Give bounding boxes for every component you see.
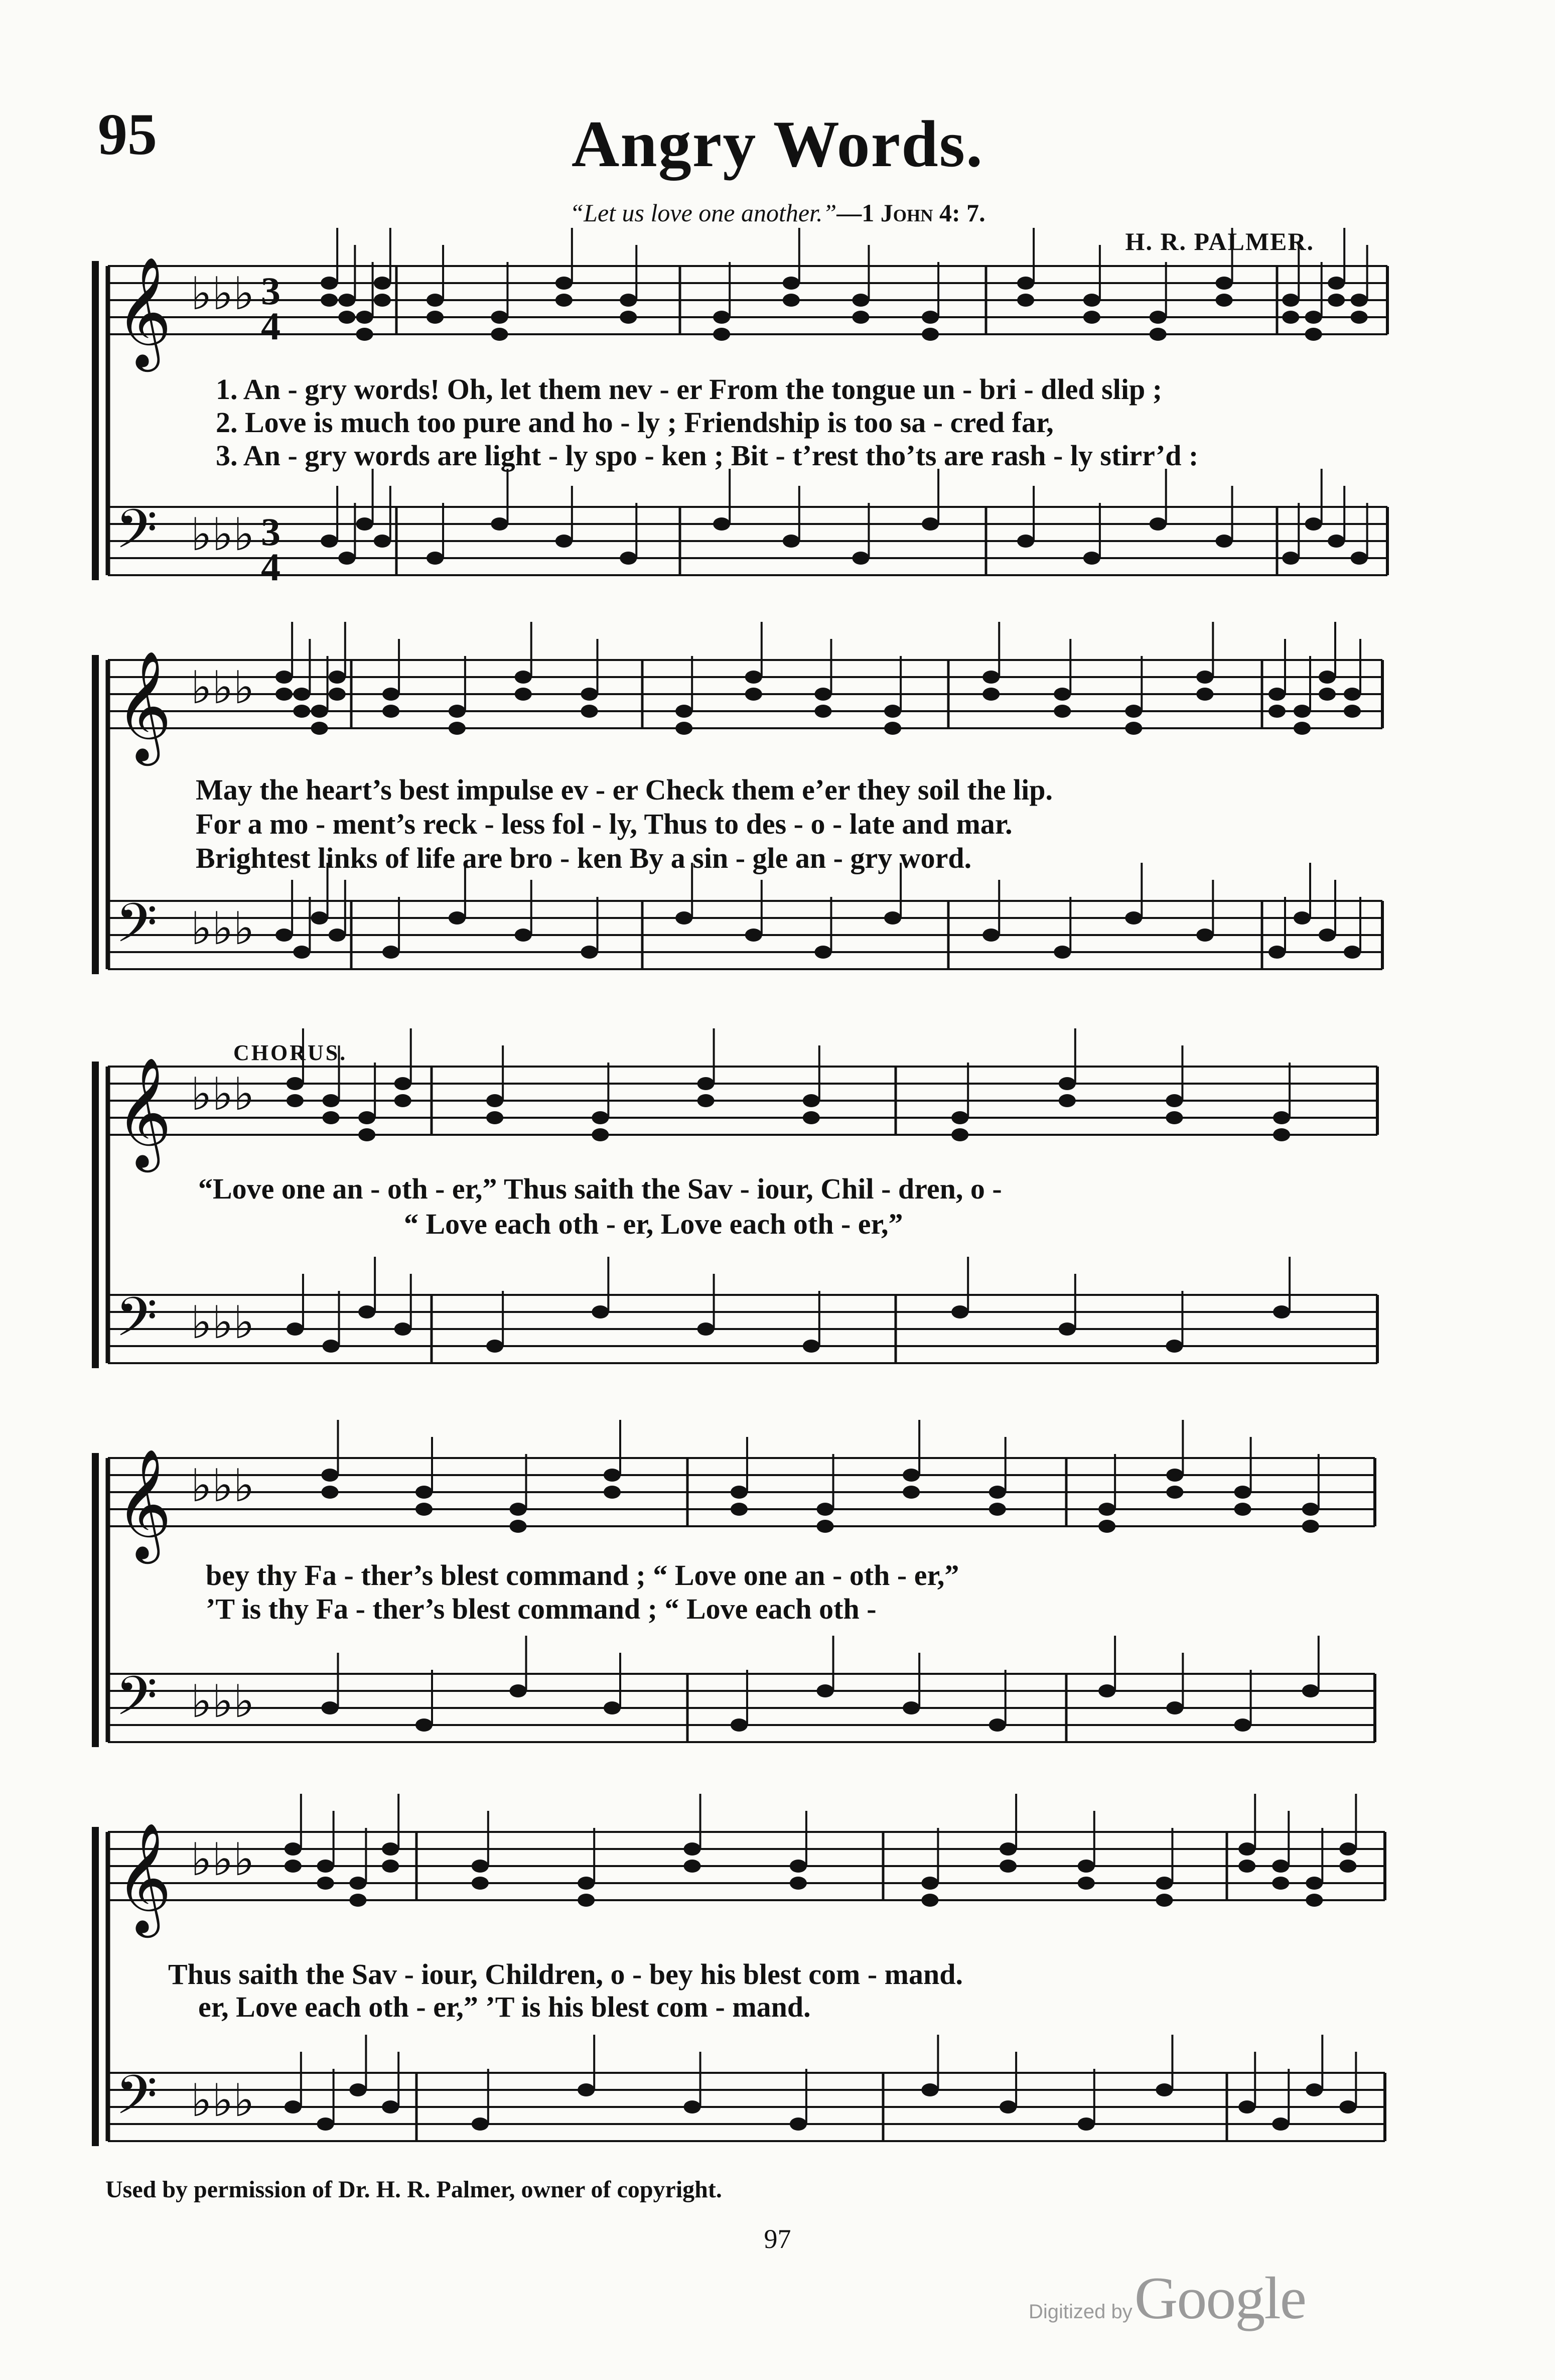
note-head bbox=[317, 2118, 334, 2131]
note-head bbox=[783, 277, 800, 290]
hymn-number: 95 bbox=[98, 101, 157, 167]
composer-credit: H. R. PALMER. bbox=[1125, 227, 1314, 255]
chorus-label: CHORUS. bbox=[233, 1040, 348, 1065]
note-head bbox=[790, 1860, 807, 1873]
note-head bbox=[1238, 1860, 1255, 1873]
note-head bbox=[358, 1111, 375, 1124]
note-head bbox=[275, 671, 293, 684]
note-head bbox=[1150, 311, 1167, 324]
note-head bbox=[1306, 2083, 1323, 2096]
note-head bbox=[394, 1323, 411, 1336]
note-head bbox=[427, 552, 444, 565]
note-head bbox=[1234, 1718, 1251, 1732]
note-head bbox=[293, 705, 310, 718]
note-head bbox=[486, 1111, 503, 1124]
note-head bbox=[1083, 552, 1100, 565]
key-signature-flats: ♭♭♭ bbox=[191, 662, 255, 714]
note-head bbox=[620, 552, 637, 565]
note-head bbox=[1306, 1894, 1323, 1907]
note-head bbox=[510, 1520, 527, 1533]
note-head bbox=[684, 2100, 701, 2113]
note-head bbox=[323, 1340, 340, 1353]
key-signature-flats: ♭♭♭ bbox=[191, 508, 255, 561]
note-head bbox=[491, 517, 508, 531]
note-head bbox=[581, 705, 598, 718]
note-head bbox=[921, 1894, 938, 1907]
note-head bbox=[803, 1094, 820, 1107]
treble-clef-icon: 𝄞 bbox=[115, 256, 172, 367]
note-head bbox=[852, 552, 869, 565]
note-head bbox=[449, 722, 466, 735]
note-head bbox=[783, 535, 800, 548]
key-signature-flats: ♭♭♭ bbox=[191, 902, 255, 955]
note-head bbox=[427, 311, 444, 324]
note-head bbox=[275, 929, 293, 942]
note-head bbox=[620, 311, 637, 324]
bass-clef-icon: 𝄢 bbox=[115, 891, 158, 968]
note-head bbox=[486, 1094, 503, 1107]
note-head bbox=[1156, 1877, 1173, 1890]
note-head bbox=[1319, 671, 1336, 684]
note-head bbox=[285, 1860, 302, 1873]
note-head bbox=[1156, 2083, 1173, 2096]
note-head bbox=[989, 1718, 1006, 1732]
note-head bbox=[592, 1305, 609, 1318]
note-head bbox=[852, 294, 869, 307]
note-head bbox=[581, 688, 598, 701]
verse-2-line-2: For a mo - ment’s reck - less fol - ly, Thus to des - o - late and mar. bbox=[196, 808, 1013, 840]
note-head bbox=[394, 1077, 411, 1090]
note-head bbox=[374, 535, 391, 548]
chorus-line-1-lower: “ Love each oth - er, Love each oth - er,” bbox=[404, 1208, 903, 1240]
note-head bbox=[604, 1701, 621, 1714]
note-head bbox=[321, 535, 338, 548]
note-head bbox=[374, 294, 391, 307]
note-head bbox=[903, 1486, 920, 1499]
note-head bbox=[1344, 688, 1361, 701]
note-head bbox=[745, 671, 762, 684]
note-head bbox=[1166, 1340, 1183, 1353]
note-head bbox=[1268, 688, 1286, 701]
note-head bbox=[275, 688, 293, 701]
note-head bbox=[578, 1877, 595, 1890]
note-head bbox=[592, 1111, 609, 1124]
note-head bbox=[1306, 1877, 1323, 1890]
note-head bbox=[684, 1860, 701, 1873]
note-head bbox=[1351, 294, 1368, 307]
note-head bbox=[555, 535, 573, 548]
note-head bbox=[852, 311, 869, 324]
note-head bbox=[803, 1111, 820, 1124]
note-head bbox=[329, 688, 346, 701]
note-head bbox=[472, 2118, 489, 2131]
note-head bbox=[1273, 1305, 1290, 1318]
note-head bbox=[1196, 671, 1213, 684]
note-head bbox=[713, 311, 730, 324]
note-head bbox=[1234, 1503, 1251, 1516]
key-signature-flats: ♭♭♭ bbox=[191, 1460, 255, 1512]
key-signature-flats: ♭♭♭ bbox=[191, 1675, 255, 1728]
verse-2-line-1: 2. Love is much too pure and ho - ly ; Friendship is too sa - cred far, bbox=[216, 406, 1054, 439]
note-head bbox=[1059, 1323, 1076, 1336]
note-head bbox=[358, 1305, 375, 1318]
note-head bbox=[1017, 277, 1034, 290]
note-head bbox=[1339, 2100, 1356, 2113]
chorus-line-2-upper: bey thy Fa - ther’s blest command ; “ Love one an - oth - er,” bbox=[206, 1559, 959, 1592]
note-head bbox=[1166, 1486, 1183, 1499]
note-head bbox=[349, 1894, 366, 1907]
note-head bbox=[415, 1486, 433, 1499]
note-head bbox=[578, 1894, 595, 1907]
note-head bbox=[1282, 311, 1299, 324]
note-head bbox=[1054, 688, 1071, 701]
note-head bbox=[323, 1111, 340, 1124]
note-head bbox=[581, 946, 598, 959]
note-head bbox=[713, 517, 730, 531]
note-head bbox=[1268, 946, 1286, 959]
note-head bbox=[382, 1842, 399, 1856]
note-head bbox=[814, 946, 831, 959]
note-head bbox=[1305, 311, 1322, 324]
note-head bbox=[1234, 1486, 1251, 1499]
note-head bbox=[604, 1469, 621, 1482]
note-head bbox=[922, 517, 939, 531]
note-head bbox=[1196, 688, 1213, 701]
note-head bbox=[620, 294, 637, 307]
note-head bbox=[356, 328, 373, 341]
note-head bbox=[321, 294, 338, 307]
note-head bbox=[814, 705, 831, 718]
note-head bbox=[321, 277, 338, 290]
note-head bbox=[790, 2118, 807, 2131]
page-number: 97 bbox=[764, 2224, 791, 2254]
note-head bbox=[338, 311, 355, 324]
note-head bbox=[578, 2083, 595, 2096]
note-head bbox=[675, 722, 692, 735]
treble-clef-icon: 𝄞 bbox=[115, 1448, 172, 1559]
note-head bbox=[592, 1128, 609, 1141]
digitized-watermark bbox=[1029, 2264, 1306, 2333]
note-head bbox=[415, 1503, 433, 1516]
note-head bbox=[311, 911, 328, 924]
note-head bbox=[1017, 294, 1034, 307]
note-head bbox=[1339, 1860, 1356, 1873]
note-head bbox=[1054, 705, 1071, 718]
note-head bbox=[903, 1701, 920, 1714]
note-head bbox=[1302, 1520, 1319, 1533]
note-head bbox=[1125, 705, 1142, 718]
time-signature: 3 bbox=[261, 510, 280, 554]
note-head bbox=[1294, 705, 1311, 718]
note-head bbox=[1282, 294, 1299, 307]
note-head bbox=[472, 1877, 489, 1890]
note-head bbox=[515, 671, 532, 684]
note-head bbox=[555, 294, 573, 307]
note-head bbox=[287, 1323, 304, 1336]
note-head bbox=[817, 1684, 834, 1697]
note-head bbox=[287, 1094, 304, 1107]
time-signature: 4 bbox=[261, 545, 280, 589]
key-signature-flats: ♭♭♭ bbox=[191, 2074, 255, 2127]
note-head bbox=[1166, 1111, 1183, 1124]
note-head bbox=[982, 688, 1000, 701]
note-head bbox=[329, 929, 346, 942]
note-head bbox=[1166, 1094, 1183, 1107]
note-head bbox=[745, 929, 762, 942]
note-head bbox=[311, 705, 328, 718]
note-head bbox=[675, 911, 692, 924]
note-head bbox=[951, 1111, 968, 1124]
note-head bbox=[1166, 1701, 1183, 1714]
time-signature: 4 bbox=[261, 304, 280, 348]
note-head bbox=[491, 328, 508, 341]
note-head bbox=[1098, 1684, 1115, 1697]
note-head bbox=[1238, 1842, 1255, 1856]
note-head bbox=[1305, 328, 1322, 341]
note-head bbox=[921, 1877, 938, 1890]
note-head bbox=[731, 1503, 748, 1516]
bass-clef-icon: 𝄢 bbox=[115, 497, 158, 574]
note-head bbox=[472, 1860, 489, 1873]
note-head bbox=[322, 1486, 339, 1499]
note-head bbox=[1059, 1094, 1076, 1107]
note-head bbox=[293, 688, 310, 701]
time-signature: 3 bbox=[261, 269, 280, 313]
note-head bbox=[322, 1701, 339, 1714]
note-head bbox=[1059, 1077, 1076, 1090]
note-head bbox=[1078, 1877, 1095, 1890]
note-head bbox=[1125, 722, 1142, 735]
note-head bbox=[684, 1842, 701, 1856]
note-head bbox=[1305, 517, 1322, 531]
note-head bbox=[1319, 929, 1336, 942]
note-head bbox=[1098, 1520, 1115, 1533]
note-head bbox=[1083, 294, 1100, 307]
note-head bbox=[322, 1469, 339, 1482]
epigraph-reference: —1 John 4: 7. bbox=[836, 199, 985, 227]
note-head bbox=[510, 1503, 527, 1516]
note-head bbox=[491, 311, 508, 324]
note-head bbox=[486, 1340, 503, 1353]
bass-clef-icon: 𝄢 bbox=[115, 2063, 158, 2140]
note-head bbox=[317, 1860, 334, 1873]
note-head bbox=[604, 1486, 621, 1499]
note-head bbox=[1351, 311, 1368, 324]
note-head bbox=[783, 294, 800, 307]
note-head bbox=[1054, 946, 1071, 959]
note-head bbox=[317, 1877, 334, 1890]
note-head bbox=[1078, 2118, 1095, 2131]
note-head bbox=[1328, 535, 1345, 548]
note-head bbox=[285, 2100, 302, 2113]
verse-1-line-1: 1. An - gry words! Oh, let them nev - er From the tongue un - bri - dled slip ; bbox=[216, 373, 1163, 406]
verse-1-line-2: May the heart’s best impulse ev - er Check them e’er they soil the lip. bbox=[196, 773, 1053, 806]
note-head bbox=[922, 328, 939, 341]
note-head bbox=[1344, 705, 1361, 718]
note-head bbox=[1000, 2100, 1017, 2113]
note-head bbox=[814, 688, 831, 701]
note-head bbox=[1344, 946, 1361, 959]
note-head bbox=[1000, 1842, 1017, 1856]
note-head bbox=[1216, 535, 1233, 548]
note-head bbox=[982, 671, 1000, 684]
note-head bbox=[382, 688, 399, 701]
note-head bbox=[884, 705, 901, 718]
note-head bbox=[1216, 294, 1233, 307]
note-head bbox=[1078, 1860, 1095, 1873]
note-head bbox=[790, 1877, 807, 1890]
note-head bbox=[697, 1323, 715, 1336]
note-head bbox=[293, 946, 310, 959]
note-head bbox=[1098, 1503, 1115, 1516]
note-head bbox=[515, 688, 532, 701]
verse-3-line-2: Brightest links of life are bro - ken By a sin - gle an - gry word. bbox=[196, 842, 972, 874]
note-head bbox=[287, 1077, 304, 1090]
note-head bbox=[1196, 929, 1213, 942]
note-head bbox=[697, 1077, 715, 1090]
verse-3-line-1: 3. An - gry words are light - ly spo - ken ; Bit - t’rest tho’ts are rash - ly stirr’d : bbox=[216, 439, 1199, 472]
note-head bbox=[374, 277, 391, 290]
note-head bbox=[449, 911, 466, 924]
note-head bbox=[382, 705, 399, 718]
note-head bbox=[1017, 535, 1034, 548]
key-signature-flats: ♭♭♭ bbox=[191, 1296, 255, 1349]
note-head bbox=[349, 2083, 366, 2096]
chorus-line-3-lower: er, Love each oth - er,” ’T is his blest com - mand. bbox=[198, 1991, 811, 2023]
note-head bbox=[1156, 1894, 1173, 1907]
note-head bbox=[1294, 722, 1311, 735]
note-head bbox=[358, 1128, 375, 1141]
note-head bbox=[731, 1486, 748, 1499]
note-head bbox=[922, 311, 939, 324]
note-head bbox=[1083, 311, 1100, 324]
bass-clef-icon: 𝄢 bbox=[115, 1664, 158, 1741]
note-head bbox=[817, 1520, 834, 1533]
key-signature-flats: ♭♭♭ bbox=[191, 1833, 255, 1886]
note-head bbox=[382, 2100, 399, 2113]
note-head bbox=[1150, 517, 1167, 531]
note-head bbox=[921, 2083, 938, 2096]
note-head bbox=[1238, 2100, 1255, 2113]
note-head bbox=[1272, 1877, 1289, 1890]
note-head bbox=[427, 294, 444, 307]
key-signature-flats: ♭♭♭ bbox=[191, 1068, 255, 1121]
note-head bbox=[1339, 1842, 1356, 1856]
chorus-line-1-upper: “Love one an - oth - er,” Thus saith the Sav - iour, Chil - dren, o - bbox=[198, 1172, 1002, 1205]
note-head bbox=[510, 1684, 527, 1697]
note-head bbox=[1351, 552, 1368, 565]
note-head bbox=[356, 311, 373, 324]
note-head bbox=[951, 1128, 968, 1141]
note-head bbox=[1328, 294, 1345, 307]
note-head bbox=[515, 929, 532, 942]
note-head bbox=[555, 277, 573, 290]
note-head bbox=[1328, 277, 1345, 290]
treble-clef-icon: 𝄞 bbox=[115, 1056, 172, 1167]
note-head bbox=[1272, 1860, 1289, 1873]
note-head bbox=[989, 1503, 1006, 1516]
note-head bbox=[449, 705, 466, 718]
note-head bbox=[1273, 1111, 1290, 1124]
note-head bbox=[884, 911, 901, 924]
note-head bbox=[989, 1486, 1006, 1499]
epigraph-quote: “Let us love one another.” bbox=[570, 199, 837, 227]
note-head bbox=[349, 1877, 366, 1890]
note-head bbox=[1282, 552, 1299, 565]
note-head bbox=[1319, 688, 1336, 701]
google-logo: Google bbox=[1134, 2265, 1306, 2331]
note-head bbox=[285, 1842, 302, 1856]
note-head bbox=[311, 722, 328, 735]
note-head bbox=[415, 1718, 433, 1732]
note-head bbox=[951, 1305, 968, 1318]
chorus-line-3-upper: Thus saith the Sav - iour, Children, o - bey his blest com - mand. bbox=[168, 1958, 963, 1991]
note-head bbox=[1166, 1469, 1183, 1482]
watermark-prefix: Digitized by bbox=[1029, 2301, 1133, 2323]
note-head bbox=[884, 722, 901, 735]
chorus-line-2-lower: ’T is thy Fa - ther’s blest command ; “ Love each oth - bbox=[206, 1593, 877, 1625]
note-head bbox=[394, 1094, 411, 1107]
note-head bbox=[675, 705, 692, 718]
treble-clef-icon: 𝄞 bbox=[115, 1822, 172, 1933]
note-head bbox=[1302, 1503, 1319, 1516]
note-head bbox=[329, 671, 346, 684]
note-head bbox=[697, 1094, 715, 1107]
note-head bbox=[1268, 705, 1286, 718]
note-head bbox=[1273, 1128, 1290, 1141]
note-head bbox=[745, 688, 762, 701]
note-head bbox=[817, 1503, 834, 1516]
note-head bbox=[1000, 1860, 1017, 1873]
treble-clef-icon: 𝄞 bbox=[115, 650, 172, 761]
hymn-title: Angry Words. bbox=[571, 107, 984, 181]
note-head bbox=[731, 1718, 748, 1732]
note-head bbox=[1294, 911, 1311, 924]
note-head bbox=[1125, 911, 1142, 924]
note-head bbox=[382, 1860, 399, 1873]
note-head bbox=[356, 517, 373, 531]
copyright-footnote: Used by permission of Dr. H. R. Palmer, owner of copyright. bbox=[105, 2176, 722, 2203]
note-head bbox=[323, 1094, 340, 1107]
note-head bbox=[903, 1469, 920, 1482]
note-head bbox=[713, 328, 730, 341]
note-head bbox=[1302, 1684, 1319, 1697]
bass-clef-icon: 𝄢 bbox=[115, 1285, 158, 1362]
note-head bbox=[1272, 2118, 1289, 2131]
key-signature-flats: ♭♭♭ bbox=[191, 268, 255, 320]
note-head bbox=[1216, 277, 1233, 290]
note-head bbox=[338, 294, 355, 307]
note-head bbox=[982, 929, 1000, 942]
note-head bbox=[803, 1340, 820, 1353]
note-head bbox=[1150, 328, 1167, 341]
note-head bbox=[382, 946, 399, 959]
note-head bbox=[338, 552, 355, 565]
